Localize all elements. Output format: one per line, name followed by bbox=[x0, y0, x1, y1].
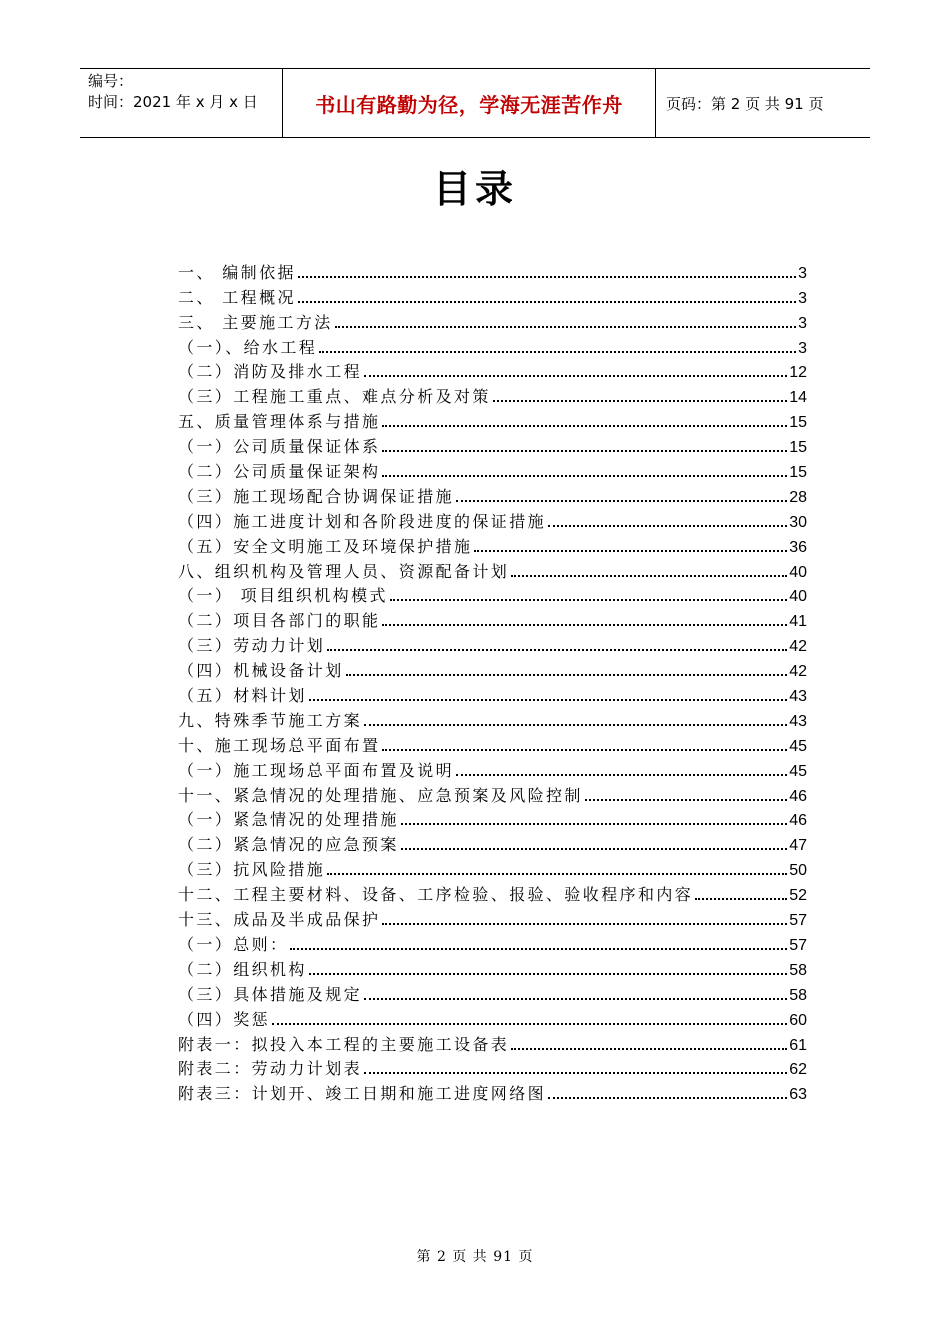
toc-dot-leader bbox=[548, 1096, 787, 1099]
toc-dot-leader bbox=[364, 1071, 787, 1074]
page-footer: 第 2 页 共 91 页 bbox=[416, 1249, 534, 1265]
toc-entry[interactable] bbox=[178, 1079, 807, 1104]
toc-dot-leader bbox=[298, 275, 796, 278]
toc-entry-title: （三）施工现场配合协调保证措施 bbox=[178, 486, 455, 506]
toc-entry-page: 3 bbox=[798, 264, 807, 282]
toc-dot-leader bbox=[327, 648, 787, 651]
toc-entry-title: （二）消防及排水工程 bbox=[178, 362, 363, 382]
toc-entry[interactable] bbox=[178, 606, 807, 631]
toc-entry[interactable] bbox=[178, 781, 807, 806]
toc-dot-leader bbox=[364, 723, 787, 726]
header-page-cell bbox=[656, 69, 870, 137]
toc-entry-page: 45 bbox=[789, 737, 807, 755]
toc-dot-leader bbox=[548, 524, 787, 527]
toc-entry-title: （五）材料计划 bbox=[178, 686, 307, 706]
toc-dot-leader bbox=[272, 1022, 787, 1025]
toc-dot-leader bbox=[335, 325, 796, 328]
toc-entry-page: 61 bbox=[789, 1036, 807, 1054]
toc-entry-title: 二、 工程概况 bbox=[178, 287, 296, 307]
toc-entry-page: 30 bbox=[789, 513, 807, 531]
toc-dot-leader bbox=[382, 922, 787, 925]
toc-entry[interactable] bbox=[178, 507, 807, 532]
toc-entry[interactable] bbox=[178, 283, 807, 308]
toc-entry-title: 十二、工程主要材料、设备、工序检验、报验、验收程序和内容 bbox=[178, 885, 694, 905]
toc-entry-title: 九、特殊季节施工方案 bbox=[178, 710, 363, 730]
toc-entry-title: 八、组织机构及管理人员、资源配备计划 bbox=[178, 561, 510, 581]
toc-dot-leader bbox=[585, 798, 787, 801]
toc-entry[interactable] bbox=[178, 855, 807, 880]
toc-entry-title: （四）奖惩 bbox=[178, 1009, 271, 1029]
toc-entry[interactable] bbox=[178, 1030, 807, 1055]
toc-entry[interactable] bbox=[178, 656, 807, 681]
toc-dot-leader bbox=[364, 997, 787, 1000]
toc-entry-page: 63 bbox=[789, 1086, 807, 1104]
toc-dot-leader bbox=[346, 673, 788, 676]
toc-entry[interactable] bbox=[178, 333, 807, 358]
toc-entry-title: （三）工程施工重点、难点分析及对策 bbox=[178, 387, 491, 407]
header-motto-cell bbox=[282, 69, 656, 137]
toc-entry-page: 42 bbox=[789, 663, 807, 681]
toc-entry-title: （一）公司质量保证体系 bbox=[178, 437, 381, 457]
toc-entry-page: 45 bbox=[789, 762, 807, 780]
page-header bbox=[80, 68, 870, 138]
toc-entry[interactable] bbox=[178, 407, 807, 432]
toc-entry-title: 附表三：计划开、竣工日期和施工进度网络图 bbox=[178, 1084, 547, 1104]
toc-entry-page: 3 bbox=[798, 314, 807, 332]
toc-entry-title: （五）安全文明施工及环境保护措施 bbox=[178, 536, 473, 556]
toc-entry[interactable] bbox=[178, 955, 807, 980]
toc-entry-page: 46 bbox=[789, 787, 807, 805]
document-title: 目录 bbox=[432, 167, 517, 211]
toc-entry-title: （一）施工现场总平面布置及说明 bbox=[178, 760, 455, 780]
toc-dot-leader bbox=[298, 300, 796, 303]
toc-entry-page: 3 bbox=[798, 289, 807, 307]
toc-entry-page: 52 bbox=[789, 887, 807, 905]
toc-dot-leader bbox=[382, 449, 787, 452]
toc-entry-title: （一）总则： bbox=[178, 934, 289, 954]
toc-entry-page: 14 bbox=[789, 389, 807, 407]
toc-entry[interactable] bbox=[178, 382, 807, 407]
toc-entry[interactable] bbox=[178, 880, 807, 905]
toc-entry[interactable] bbox=[178, 308, 807, 333]
toc-entry-page: 60 bbox=[789, 1011, 807, 1029]
toc-entry[interactable] bbox=[178, 432, 807, 457]
toc-entry-page: 40 bbox=[789, 563, 807, 581]
toc-entry-page: 42 bbox=[789, 638, 807, 656]
toc-dot-leader bbox=[364, 374, 787, 377]
toc-entry[interactable] bbox=[178, 582, 807, 607]
toc-entry-title: （三）抗风险措施 bbox=[178, 860, 326, 880]
toc-entry-page: 47 bbox=[789, 837, 807, 855]
toc-entry[interactable] bbox=[178, 681, 807, 706]
toc-entry-title: （二）组织机构 bbox=[178, 959, 307, 979]
toc-dot-leader bbox=[382, 623, 787, 626]
toc-entry[interactable] bbox=[178, 358, 807, 383]
toc-dot-leader bbox=[456, 773, 787, 776]
toc-dot-leader bbox=[290, 947, 787, 950]
header-meta bbox=[80, 69, 282, 137]
toc-dot-leader bbox=[474, 549, 787, 552]
toc-entry[interactable] bbox=[178, 457, 807, 482]
toc-entry-title: 三、 主要施工方法 bbox=[178, 312, 333, 332]
toc-entry-title: （四）施工进度计划和各阶段进度的保证措施 bbox=[178, 511, 547, 531]
toc-dot-leader bbox=[309, 698, 787, 701]
toc-entry-page: 57 bbox=[789, 912, 807, 930]
toc-dot-leader bbox=[456, 499, 787, 502]
toc-entry[interactable] bbox=[178, 731, 807, 756]
toc-entry-title: （二）公司质量保证架构 bbox=[178, 462, 381, 482]
header-motto: 书山有路勤为径，学海无涯苦作舟 bbox=[315, 92, 623, 117]
toc-entry[interactable] bbox=[178, 905, 807, 930]
toc-entry-page: 15 bbox=[789, 464, 807, 482]
toc-entry[interactable] bbox=[178, 532, 807, 557]
toc-entry-page: 46 bbox=[789, 812, 807, 830]
toc-entry-title: （三）劳动力计划 bbox=[178, 636, 326, 656]
toc-entry-page: 28 bbox=[789, 488, 807, 506]
toc-entry-page: 43 bbox=[789, 688, 807, 706]
toc-entry-title: （二）紧急情况的应急预案 bbox=[178, 835, 399, 855]
toc-entry[interactable] bbox=[178, 1055, 807, 1080]
toc-entry-title: 五、质量管理体系与措施 bbox=[178, 412, 381, 432]
toc-entry-page: 15 bbox=[789, 439, 807, 457]
toc-dot-leader bbox=[382, 474, 787, 477]
toc-entry[interactable] bbox=[178, 756, 807, 781]
toc-dot-leader bbox=[327, 872, 787, 875]
toc-entry-page: 41 bbox=[789, 613, 807, 631]
toc-entry[interactable] bbox=[178, 1005, 807, 1030]
toc-dot-leader bbox=[695, 897, 787, 900]
toc-entry[interactable] bbox=[178, 806, 807, 831]
toc-entry[interactable] bbox=[178, 706, 807, 731]
toc-entry-title: 十三、成品及半成品保护 bbox=[178, 910, 381, 930]
toc-entry-page: 36 bbox=[789, 538, 807, 556]
toc-dot-leader bbox=[493, 399, 787, 402]
toc-dot-leader bbox=[382, 424, 787, 427]
toc-entry-title: （一） 项目组织机构模式 bbox=[178, 586, 388, 606]
toc-dot-leader bbox=[401, 822, 787, 825]
toc-entry-title: （一）、给水工程 bbox=[178, 337, 318, 357]
toc-entry-page: 57 bbox=[789, 936, 807, 954]
toc-dot-leader bbox=[309, 972, 787, 975]
toc-entry-title: 附表二：劳动力计划表 bbox=[178, 1059, 363, 1079]
toc-entry-page: 12 bbox=[789, 364, 807, 382]
toc-entry[interactable] bbox=[178, 557, 807, 582]
toc-entry-title: （四）机械设备计划 bbox=[178, 661, 344, 681]
toc-dot-leader bbox=[319, 350, 796, 353]
toc-dot-leader bbox=[511, 1047, 787, 1050]
toc-dot-leader bbox=[382, 748, 787, 751]
toc-entry-page: 3 bbox=[798, 339, 807, 357]
toc-entry-page: 40 bbox=[789, 588, 807, 606]
toc-dot-leader bbox=[390, 598, 787, 601]
toc-entry-title: （二）项目各部门的职能 bbox=[178, 611, 381, 631]
toc-entry-page: 43 bbox=[789, 712, 807, 730]
time-label: 时间：2021 年 x 月 x 日 bbox=[88, 93, 258, 111]
toc-entry-title: 一、 编制依据 bbox=[178, 262, 296, 282]
toc-entry-page: 58 bbox=[789, 986, 807, 1004]
toc-dot-leader bbox=[511, 574, 787, 577]
table-of-contents bbox=[178, 258, 807, 1104]
toc-entry-page: 15 bbox=[789, 414, 807, 432]
toc-entry[interactable] bbox=[178, 980, 807, 1005]
toc-entry[interactable] bbox=[178, 830, 807, 855]
toc-entry-title: （三）具体措施及规定 bbox=[178, 984, 363, 1004]
toc-entry[interactable] bbox=[178, 482, 807, 507]
toc-entry[interactable] bbox=[178, 258, 807, 283]
toc-entry-page: 58 bbox=[789, 961, 807, 979]
toc-entry[interactable] bbox=[178, 631, 807, 656]
header-page-info: 页码：第 2 页 共 91 页 bbox=[666, 94, 824, 113]
toc-entry-title: 十一、紧急情况的处理措施、应急预案及风险控制 bbox=[178, 785, 583, 805]
toc-entry[interactable] bbox=[178, 930, 807, 955]
toc-entry-page: 50 bbox=[789, 862, 807, 880]
toc-entry-title: 附表一：拟投入本工程的主要施工设备表 bbox=[178, 1034, 510, 1054]
toc-dot-leader bbox=[401, 847, 787, 850]
toc-entry-title: 十、施工现场总平面布置 bbox=[178, 735, 381, 755]
toc-entry-page: 62 bbox=[789, 1061, 807, 1079]
number-label: 编号： bbox=[88, 72, 134, 90]
toc-entry-title: （一）紧急情况的处理措施 bbox=[178, 810, 399, 830]
